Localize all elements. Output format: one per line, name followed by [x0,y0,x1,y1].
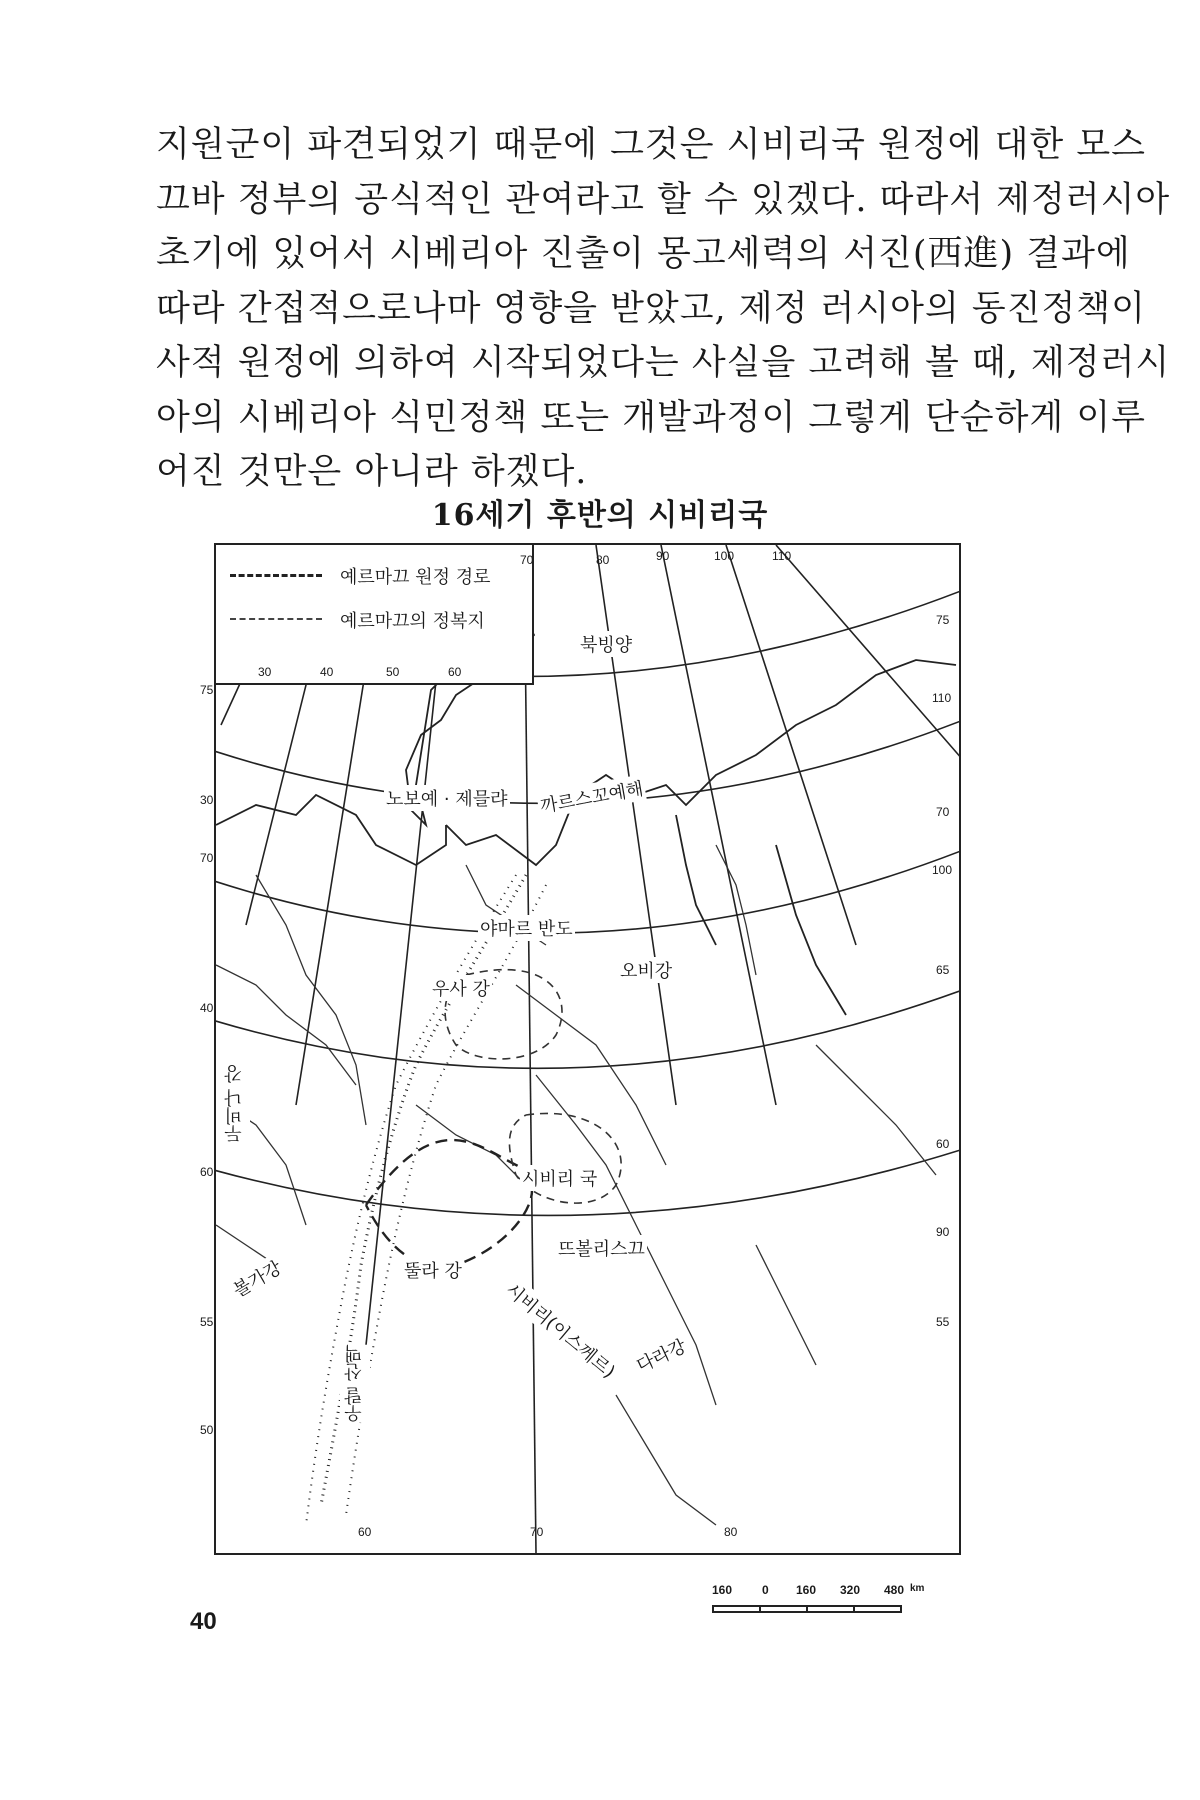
label-arctic-ocean: 북빙양 [578,631,634,657]
bottom-tick: 60 [358,1525,372,1539]
label-yamal-peninsula: 야마르 반도 [478,915,575,941]
scale-label: 0 [762,1583,769,1597]
inner-tick: 40 [320,665,334,679]
map-drawing [216,545,959,1553]
body-paragraph [156,118,1171,500]
top-tick: 90 [656,549,670,563]
scale-label: 160 [796,1583,817,1597]
right-tick: 110 [932,691,952,705]
latitude-line-60 [216,985,959,1068]
scale-labels [712,1583,925,1601]
top-tick: 70 [520,553,534,567]
right-tick: 65 [936,963,950,977]
legend-conquest-label: 예르마끄의 정복지 [340,611,485,632]
top-tick: 110 [772,549,792,563]
inner-tick: 30 [258,665,272,679]
paragraph-line: 따라 간접적으로나마 영향을 받았고, 제정 러시아의 동진정책이 [156,288,1146,329]
scale-label: 160 [712,1583,733,1597]
label-ob-river: 오비강 [618,957,674,983]
right-tick: 55 [936,1315,950,1329]
label-kara-sea: 까르스꼬예해 [536,774,647,818]
label-ural-mountains: 우랄 산맥 [340,1345,370,1423]
meridian-line [524,545,536,1553]
paragraph-line: 어진 것만은 아니라 하겠다. [156,452,588,492]
left-tick: 50 [200,1423,214,1437]
meridian-line [726,545,856,945]
map-legend [216,545,534,685]
inner-tick: 60 [448,665,462,679]
map-title: 16세기 후반의 시비리국 [431,498,769,533]
meridian-line [776,545,959,775]
paragraph-line: 초기에 있어서 시베리아 진출이 몽고세력의 서진(西進) 결과에 [156,234,1131,274]
legend-route-label: 예르마끄 원정 경로 [340,567,491,588]
scale-label: 320 [840,1583,861,1597]
label-dara-river: 다라강 [630,1331,692,1378]
legend-item-conquest [230,607,485,633]
label-tura-river: 뚤라 강 [402,1257,464,1283]
label-novaya-zemlya: 노보예 · 제믈랴 [384,785,510,811]
meridian-line [596,545,676,1105]
map-scale-bar [712,1583,925,1613]
conquest-line-symbol [230,618,322,622]
ermak-route-path [366,1140,532,1267]
top-tick: 100 [714,549,735,563]
map-frame [200,543,961,1555]
right-tick: 90 [936,1225,950,1239]
right-tick: 100 [932,863,953,877]
bottom-tick: 70 [530,1525,544,1539]
scale-label: 480 [884,1583,905,1597]
left-tick: 30 [200,793,214,807]
scale-bar-graphic [712,1605,902,1613]
scale-unit: km [910,1583,925,1594]
top-tick: 80 [596,553,610,567]
route-line-symbol [230,574,322,579]
left-tick: 55 [200,1315,214,1329]
left-tick: 75 [200,683,214,697]
ural-range [306,875,516,1525]
left-tick: 70 [200,851,214,865]
left-tick: 60 [200,1165,214,1179]
label-sibir-state: 시비리 국 [520,1165,599,1191]
paragraph-line: 지원군이 파견되었기 때문에 그것은 시비리국 원정에 대한 모스 [156,125,1146,165]
bottom-tick: 80 [724,1525,738,1539]
paragraph-line: 사적 원정에 의하여 시작되었다는 사실을 고려해 볼 때, 제정러시 [156,343,1171,383]
page-number: 40 [190,1608,217,1635]
paragraph-line: 아의 시베리아 식민정책 또는 개발과정이 그렇게 단순하게 이루 [156,397,1146,438]
label-usa-river: 우사 강 [430,975,492,1001]
right-tick: 75 [936,613,950,627]
paragraph-line: 끄바 정부의 공식적인 관여라고 할 수 있겠다. 따라서 제정러시아 [156,179,1171,220]
inner-tick: 50 [386,665,400,679]
label-tobolsk: 뜨볼리스끄 [556,1235,647,1261]
left-tick: 40 [200,1001,214,1015]
label-volga-river: 볼가강 [226,1253,288,1304]
label-dvina-river: 두비나 강 [220,1065,250,1143]
label-sibir-isker: 시비리(이스께르) [499,1275,623,1385]
right-tick: 70 [936,805,950,819]
right-tick: 60 [936,1137,950,1151]
legend-item-route [230,563,491,589]
